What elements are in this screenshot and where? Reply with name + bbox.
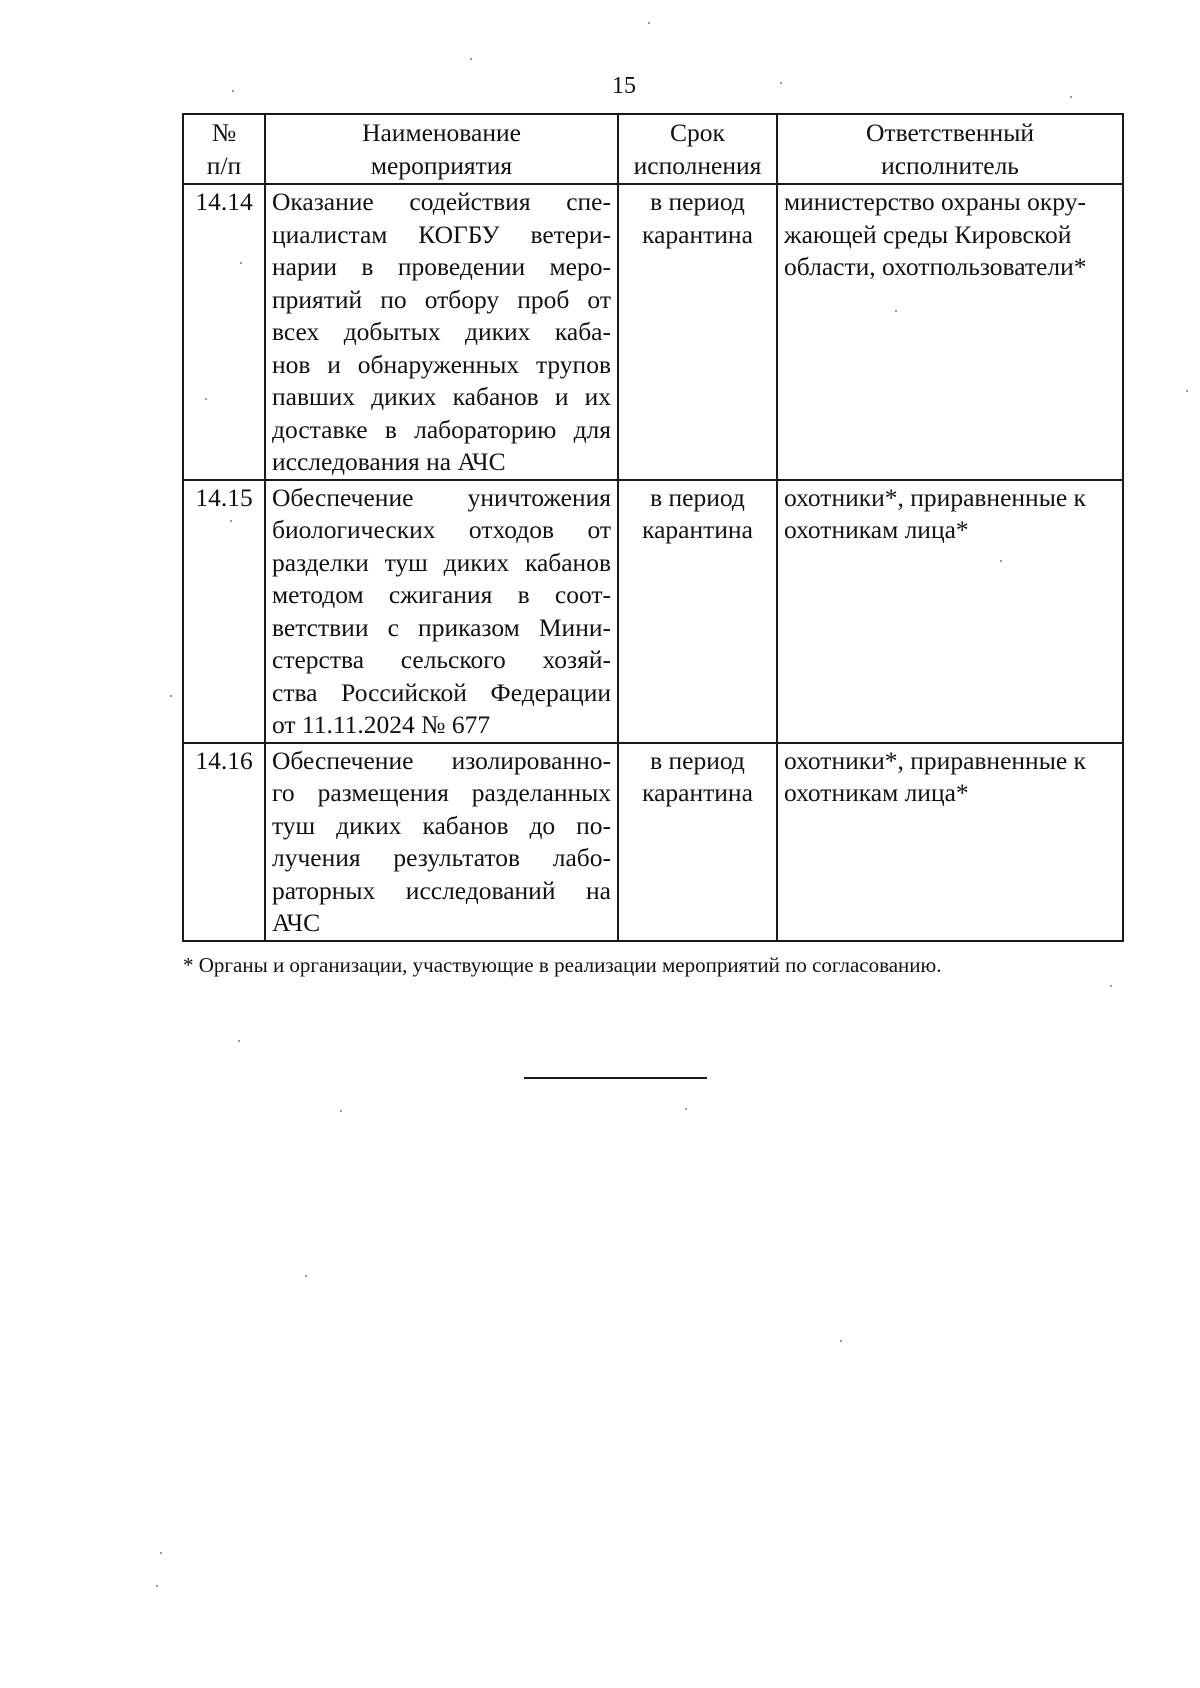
scan-speck <box>240 262 242 264</box>
row-number: 14.15 <box>183 480 265 743</box>
row-responsible <box>777 184 1123 480</box>
row-measure-name <box>265 480 618 743</box>
scan-speck <box>1110 985 1112 987</box>
deadline-line: карантина <box>642 219 753 249</box>
header-responsible <box>777 114 1123 184</box>
table-row <box>183 743 1123 941</box>
row-deadline <box>618 184 777 480</box>
scan-speck <box>648 22 650 24</box>
row-deadline <box>618 480 777 743</box>
header-number <box>183 114 265 184</box>
measure-line: Оказание содействия спе- <box>272 187 611 216</box>
scan-speck <box>238 1040 240 1042</box>
measures-table <box>182 113 1124 942</box>
scan-speck <box>205 398 207 400</box>
measure-line: от 11.11.2024 № 677 <box>272 710 491 739</box>
scan-speck <box>230 520 232 522</box>
row-number: 14.16 <box>183 743 265 941</box>
footnote: * Органы и организации, участвующие в реализации мероприятий по согласованию. <box>183 953 942 977</box>
responsible-line: охотникам лица* <box>784 778 969 807</box>
table-row <box>183 184 1123 480</box>
scan-speck <box>232 90 234 92</box>
measure-line: стерства сельского хозяй- <box>272 645 611 674</box>
scan-speck <box>780 82 782 84</box>
scan-speck <box>305 1275 307 1277</box>
responsible-line: министерство охраны окру- <box>784 187 1086 216</box>
measure-line: павших диких кабанов и их <box>272 382 611 411</box>
measure-line: исследования на АЧС <box>272 447 506 476</box>
header-measure-name-line: Наименование <box>362 118 521 147</box>
measure-line: методом сжигания в соот- <box>272 580 611 609</box>
responsible-line: охотники*, приравненные к <box>784 745 1086 775</box>
measure-line: туш диких кабанов до по- <box>272 810 611 840</box>
measure-line: циалистам КОГБУ ветери- <box>272 219 611 249</box>
measure-line: го размещения разделанных <box>272 778 611 807</box>
header-measure-name-line: мероприятия <box>370 150 513 180</box>
scan-speck <box>1070 96 1072 98</box>
header-responsible-line: Ответственный <box>866 118 1034 147</box>
scan-speck <box>895 310 897 312</box>
row-responsible <box>777 480 1123 743</box>
deadline-line: карантина <box>642 515 753 544</box>
measure-line: нов и обнаруженных трупов <box>272 349 611 379</box>
scan-speck <box>470 58 472 60</box>
scan-speck <box>160 1552 162 1554</box>
measure-line: нарии в проведении меро- <box>272 252 611 281</box>
measure-line: разделки туш диких кабанов <box>272 547 611 577</box>
scan-speck <box>1000 560 1002 562</box>
scan-speck <box>156 1585 158 1587</box>
header-number-line: п/п <box>206 150 242 180</box>
responsible-line: охотники*, приравненные к <box>784 482 1086 512</box>
header-measure-name <box>265 114 618 184</box>
measure-line: ветствии с приказом Мини- <box>272 612 611 642</box>
measure-line: доставке в лабораторию для <box>272 414 611 444</box>
measure-line: АЧС <box>272 908 321 937</box>
table-row <box>183 480 1123 743</box>
responsible-line: охотникам лица* <box>784 515 969 544</box>
row-measure-name <box>265 184 618 480</box>
measure-line: биологических отходов от <box>272 515 611 544</box>
measure-line: раторных исследований на <box>272 875 611 905</box>
header-deadline <box>618 114 777 184</box>
header-deadline-line: Срок <box>670 118 725 147</box>
header-number-line: № <box>211 118 237 147</box>
row-number: 14.14 <box>183 184 265 480</box>
end-of-document-rule <box>524 1077 707 1079</box>
deadline-line: в период <box>650 482 745 512</box>
responsible-line: жающей среды Кировской <box>784 219 1072 249</box>
scan-speck <box>840 1340 842 1342</box>
header-deadline-line: исполнения <box>633 150 762 180</box>
measure-line: Обеспечение уничтожения <box>272 482 611 512</box>
table-header-row <box>183 114 1123 184</box>
measure-line: всех добытых диких каба- <box>272 317 611 346</box>
measure-line: Обеспечение изолированно- <box>272 745 611 775</box>
responsible-line: области, охотпользователи* <box>784 252 1087 281</box>
row-responsible <box>777 743 1123 941</box>
scan-speck <box>1186 390 1188 392</box>
measure-line: приятий по отбору проб от <box>272 284 611 314</box>
scan-speck <box>340 1110 342 1112</box>
page-number: 15 <box>612 73 636 99</box>
deadline-line: карантина <box>642 778 753 807</box>
row-measure-name <box>265 743 618 941</box>
measure-line: лучения результатов лабо- <box>272 843 611 872</box>
scan-speck <box>685 1108 687 1110</box>
row-deadline <box>618 743 777 941</box>
scan-speck <box>170 695 172 697</box>
deadline-line: в период <box>650 187 745 216</box>
measure-line: ства Российской Федерации <box>272 677 611 707</box>
deadline-line: в период <box>650 745 745 775</box>
header-responsible-line: исполнитель <box>881 150 1019 180</box>
